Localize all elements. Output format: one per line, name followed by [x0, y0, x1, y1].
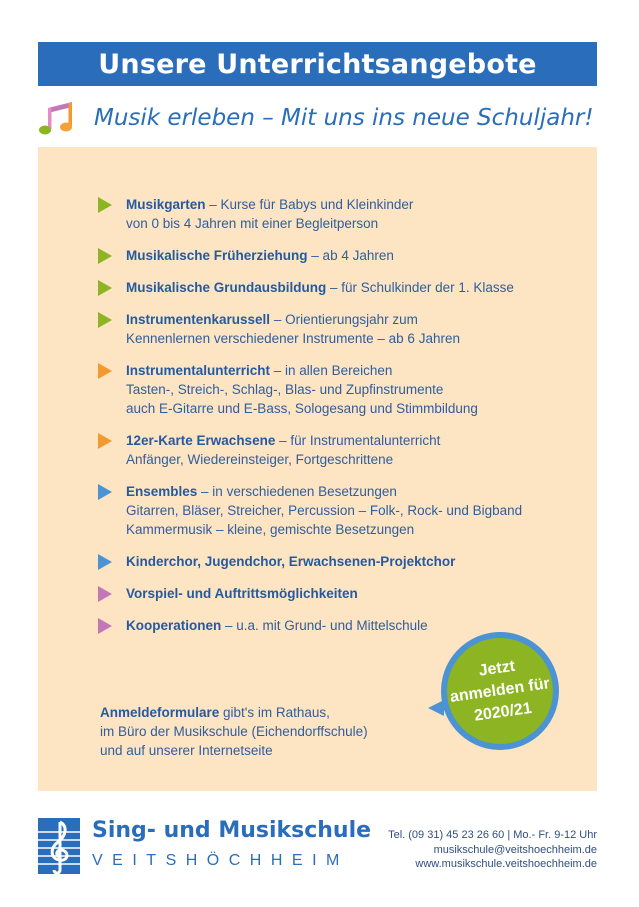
offer-first-line	[126, 584, 576, 603]
school-name: Sing- und Musikschule	[92, 818, 372, 843]
offer-first-line	[126, 431, 576, 450]
offer-detail-line: auch E-Gitarre und E-Bass, Sologesang und Stimmbildung	[126, 401, 478, 416]
offer-item	[96, 431, 576, 469]
offer-description: – in allen Bereichen	[270, 363, 393, 378]
offer-first-line	[126, 195, 576, 214]
offer-first-line	[126, 310, 576, 329]
offer-description: – für Schulkinder der 1. Klasse	[326, 280, 514, 295]
registration-rest: gibt's im Rathaus,	[219, 705, 330, 720]
badge-line-3: 2020/21	[473, 699, 533, 725]
registration-line3: und auf unserer Internetseite	[100, 743, 273, 758]
treble-clef-logo-icon	[38, 818, 80, 874]
arrow-bullet-icon	[98, 312, 112, 328]
offer-item	[96, 584, 576, 603]
offer-title: Instrumentenkarussell	[126, 312, 271, 327]
offer-first-line	[126, 552, 576, 571]
offer-title: Instrumentalunterricht	[126, 363, 271, 378]
arrow-bullet-icon	[98, 484, 112, 500]
header-bar	[38, 42, 597, 86]
offer-item	[96, 278, 576, 297]
badge-line-1: Jetzt	[477, 657, 517, 680]
offer-description: – Kurse für Babys und Kleinkinder	[205, 197, 414, 212]
offer-list	[96, 195, 576, 648]
arrow-bullet-icon	[98, 554, 112, 570]
arrow-bullet-icon	[98, 197, 112, 213]
offer-item	[96, 246, 576, 265]
school-town: VEITSHÖCHHEIM	[92, 852, 349, 869]
arrow-bullet-icon	[98, 618, 112, 634]
offer-title: Ensembles	[126, 484, 198, 499]
offer-detail-line: Anfänger, Wiedereinsteiger, Fortgeschrittene	[126, 452, 394, 467]
offer-detail-line: Tasten-, Streich-, Schlag-, Blas- und Zupfinstrumente	[126, 382, 444, 397]
arrow-bullet-icon	[98, 433, 112, 449]
offer-first-line	[126, 482, 576, 501]
offer-title: Kooperationen	[126, 618, 222, 633]
offer-item	[96, 310, 576, 348]
offer-detail-line: Kennenlernen verschiedener Instrumente – ab 6 Jahren	[126, 331, 460, 346]
offer-item	[96, 482, 576, 539]
arrow-bullet-icon	[98, 280, 112, 296]
offer-description: – in verschiedenen Besetzungen	[197, 484, 397, 499]
subtitle: Musik erleben – Mit uns ins neue Schuljahr!	[94, 105, 594, 131]
contact-website[interactable]: www.musikschule.veitshoechheim.de	[415, 858, 597, 870]
badge-line-2: anmelden für	[449, 675, 551, 706]
contact-info	[388, 828, 597, 872]
offer-first-line	[126, 361, 576, 380]
offer-description: – u.a. mit Grund- und Mittelschule	[221, 618, 428, 633]
offer-item	[96, 195, 576, 233]
registration-line2: im Büro der Musikschule (Eichendorffschule)	[100, 724, 368, 739]
registration-strong: Anmeldeformulare	[100, 705, 220, 720]
subtitle-row	[38, 96, 608, 140]
contact-email[interactable]: musikschule@veitshoechheim.de	[433, 843, 597, 856]
offer-description: – Orientierungsjahr zum	[270, 312, 418, 327]
arrow-bullet-icon	[98, 248, 112, 264]
offer-first-line	[126, 278, 576, 297]
offer-title: Vorspiel- und Auftrittsmöglichkeiten	[126, 586, 358, 601]
registration-note	[100, 703, 460, 760]
contact-phone: Tel. (09 31) 45 23 26 60 | Mo.- Fr. 9-12 Uhr	[388, 829, 597, 841]
arrow-bullet-icon	[98, 363, 112, 379]
offer-first-line	[126, 246, 576, 265]
page-title: Unsere Unterrichtsangebote	[98, 48, 537, 80]
offer-title: Musikgarten	[126, 197, 206, 212]
offer-item	[96, 361, 576, 418]
arrow-bullet-icon	[98, 586, 112, 602]
offer-detail-line: von 0 bis 4 Jahren mit einer Begleitperson	[126, 216, 379, 231]
offer-title: Musikalische Grundausbildung	[126, 280, 327, 295]
offer-description: – ab 4 Jahren	[307, 248, 394, 263]
offer-title: Musikalische Früherziehung	[126, 248, 308, 263]
offer-title: Kinderchor, Jugendchor, Erwachsenen-Projektchor	[126, 554, 456, 569]
offer-description: – für Instrumentalunterricht	[275, 433, 441, 448]
offer-title: 12er-Karte Erwachsene	[126, 433, 276, 448]
offer-item	[96, 552, 576, 571]
offer-detail-line: Gitarren, Bläser, Streicher, Percussion – Folk-, Rock- und Bigband	[126, 503, 523, 518]
music-notes-icon	[38, 98, 80, 138]
offer-detail-line: Kammermusik – kleine, gemischte Besetzungen	[126, 522, 415, 537]
